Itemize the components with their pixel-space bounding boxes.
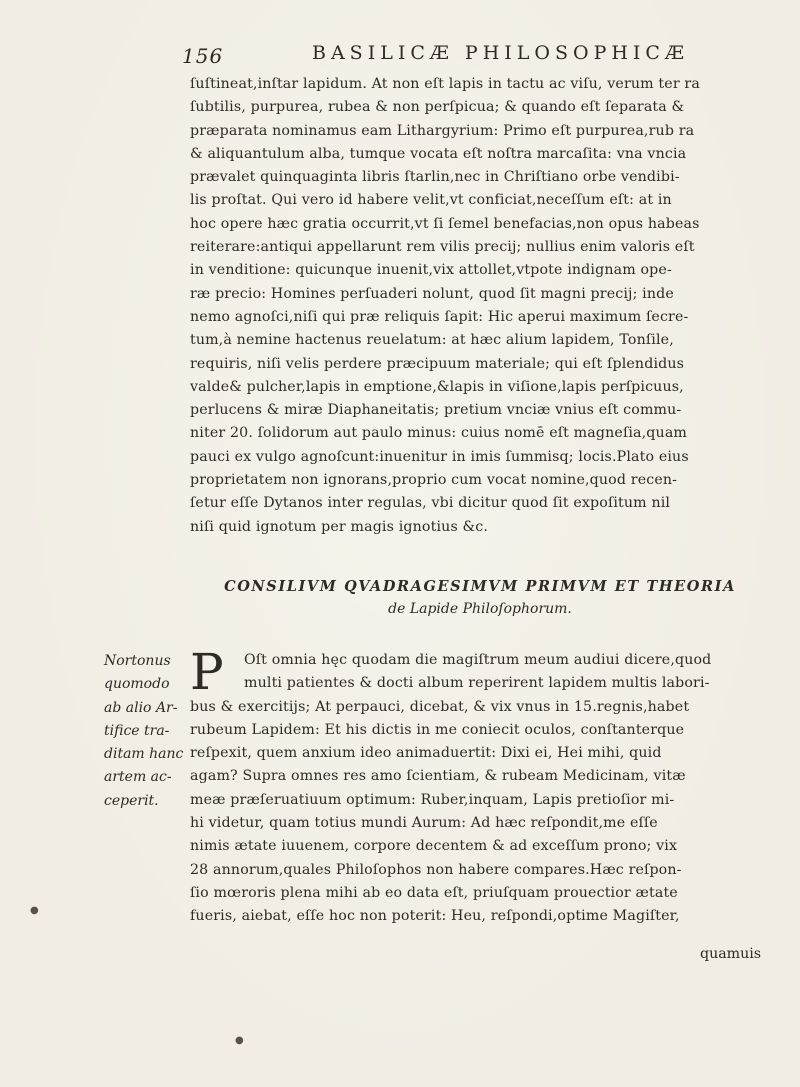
text-line: præparata nominamus eam Lithargyrium: Primo eſt purpurea,rub ra xyxy=(190,122,695,139)
text-line: reiterare:antiqui appellarunt rem vilis precij; nullius enim valoris eſt xyxy=(190,239,695,256)
heading-main: CONSILIVM QVADRAGESIMVM PRIMVM ET THEORIA xyxy=(224,578,736,595)
text-line: lis proſtat. Qui vero id habere velit,vt conficiat,neceſſum eſt: at in xyxy=(190,192,672,209)
text-line: hi videtur, quam totius mundi Aurum: Ad hæc reſpondit,me eſſe xyxy=(190,815,658,832)
running-head xyxy=(182,38,722,68)
section-heading xyxy=(190,578,770,617)
margin-note-line: quomodo xyxy=(104,676,170,693)
upper-paragraph xyxy=(190,73,770,539)
text-line: ræ precio: Homines perſuaderi nolunt, quod ſit magni precij; inde xyxy=(190,285,674,302)
text-line: meæ præſeruatiuum optimum: Ruber,inquam, Lapis pretioſior mi- xyxy=(190,791,675,808)
text-line: hoc opere hæc gratia occurrit,vt ſi ſemel benefacias,non opus habeas xyxy=(190,215,700,232)
margin-note xyxy=(104,650,186,813)
text-line: Oſt omnia hęc quodam die magiſtrum meum audiui dicere,quod xyxy=(244,652,712,668)
margin-note-line: tifice tra- xyxy=(104,722,170,739)
text-line: perlucens & miræ Diaphaneitatis; pretium vnciæ vnius eſt commu- xyxy=(190,402,682,419)
margin-note-line: Nortonus xyxy=(104,653,171,669)
text-line: bus & exercitijs; At perpauci, dicebat, & vix vnus in 15.regnis,habet xyxy=(190,698,690,715)
text-line: agam? Supra omnes res amo ſcientiam, & rubeam Medicinam, vitæ xyxy=(190,768,686,785)
text-line: prævalet quinquaginta libris ſtarlin,nec in Chriſtiano orbe vendibi- xyxy=(190,169,680,186)
running-title: BASILICÆ PHILOSOPHICÆ xyxy=(312,42,689,64)
text-line: nimis ætate iuuenem, corpore decentem & ad exceſſum prono; vix xyxy=(190,838,678,855)
text-line: multi patientes & docti album reperirent lapidem multis labori- xyxy=(244,675,710,692)
text-line: niſi quid ignotum per magis ignotius &c. xyxy=(190,518,489,535)
margin-note-line: ditam hanc xyxy=(104,746,184,763)
page-number: 156 xyxy=(182,44,224,68)
text-line: in venditione: quicunque inuenit,vix attollet,vtpote indignam ope- xyxy=(190,262,672,279)
text-line: requiris, niſi velis perdere præcipuum materiale; qui eſt ſplendidus xyxy=(190,355,685,372)
margin-note-line: ceperit. xyxy=(104,792,159,809)
text-line: proprietatem non ignorans,proprio cum vocat nomine,quod recen- xyxy=(190,472,678,489)
margin-note-line: ab alio Ar- xyxy=(104,699,178,716)
text-line: pauci ex vulgo agnoſcunt:inuenitur in imis ſummisq; locis.Plato eius xyxy=(190,448,689,465)
catchword: quamuis xyxy=(700,946,762,962)
text-line: nemo agnoſci,niſi qui præ reliquis ſapit: Hic aperui maximum ſecre- xyxy=(190,308,689,325)
text-line: fueris, aiebat, eſſe hoc non poterit: Heu, reſpondi,optime Magiſter, xyxy=(190,908,680,925)
text-line: tum,à nemine hactenus reuelatum: at hæc alium lapidem, Tonſile, xyxy=(190,332,674,349)
text-line: niter 20. ſolidorum aut paulo minus: cuius nomē eſt magneſia,quam xyxy=(190,425,688,442)
lower-paragraph xyxy=(190,649,770,929)
text-line: ſuſtineat,inſtar lapidum. At non eſt lapis in tactu ac viſu, verum ter ra xyxy=(190,76,700,92)
drop-cap: P xyxy=(190,643,224,701)
text-line: 28 annorum,quales Philoſophos non habere compares.Hæc reſpon- xyxy=(190,861,682,878)
text-line: ſetur eſſe Dytanos inter regulas, vbi dicitur quod ſit expoſitum nil xyxy=(190,495,671,512)
margin-note-line: artem ac- xyxy=(104,769,172,786)
text-line: reſpexit, quem anxium ideo animaduertit: Dixi ei, Hei mihi, quid xyxy=(190,745,662,762)
text-line: ſio mœroris plena mihi ab eo data eſt, priuſquam prouectior ætate xyxy=(190,884,678,901)
stain-dot-icon: ● xyxy=(235,1035,244,1046)
stain-dot-icon: ● xyxy=(30,905,39,916)
text-line: valde& pulcher,lapis in emptione,&lapis in viſione,lapis perſpicuus, xyxy=(190,378,684,395)
heading-sub: de Lapide Philoſophorum. xyxy=(388,601,572,617)
text-line: ſubtilis, purpurea, rubea & non perſpicua; & quando eſt ſeparata & xyxy=(190,99,685,116)
text-line: rubeum Lapidem: Et his dictis in me coniecit oculos, conſtanterque xyxy=(190,721,685,738)
text-line: & aliquantulum alba, tumque vocata eſt noſtra marcaſita: vna vncia xyxy=(190,145,687,162)
